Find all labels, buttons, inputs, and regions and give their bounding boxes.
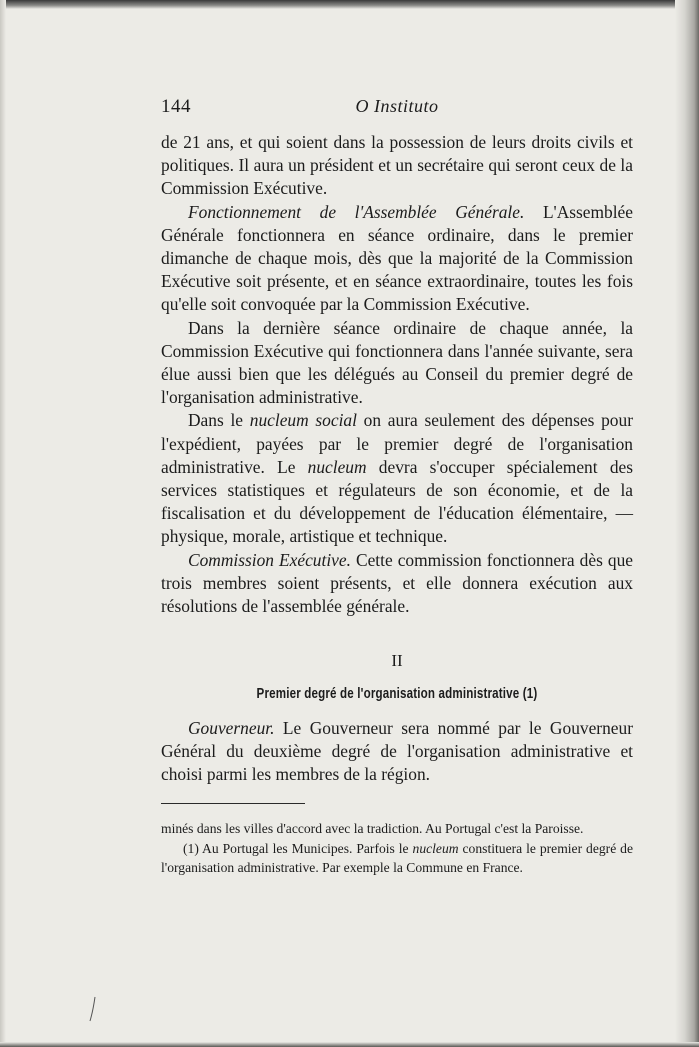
running-title: O Instituto bbox=[355, 96, 439, 116]
body-text-part1 bbox=[161, 131, 633, 618]
paragraph-assembly-operation: Fonctionnement de l'Assemblée Générale. L'Assemblée Générale fonctionnera en séance ordinaire, dans le premier dimanche de chaque mois, dès que la majorité de la Commission Exécutive soit présente, et en séance extraordinaire, toutes les fois qu'elle soit convoquée par la Commission Exécutive. bbox=[161, 201, 633, 315]
section-heading: Premier degré de l'organisation administrative (1) bbox=[256, 686, 538, 702]
footnote-rule bbox=[161, 803, 305, 804]
page-edge-top bbox=[0, 0, 699, 9]
footnotes bbox=[161, 819, 633, 878]
footnote-1: (1) Au Portugal les Municipes. Parfois le nucleum constituera le premier degré de l'organisation administrative. Par exemple la Commune en France. bbox=[161, 840, 633, 875]
page-edge-left bbox=[0, 0, 6, 1047]
paragraph-heading: Fonctionnement de l'Assemblée Générale. bbox=[188, 201, 525, 222]
page-number: 144 bbox=[161, 96, 191, 117]
paragraph-executive-commission: Commission Exécutive. Cette commission fonctionnera dès que trois membres soient présents, et elle donnera exécution aux résolutions de l'assemblée générale. bbox=[161, 549, 633, 617]
running-head bbox=[161, 96, 633, 122]
paragraph-heading: Commission Exécutive. bbox=[188, 549, 351, 570]
paragraph-annual-election: Dans la dernière séance ordinaire de chaque année, la Commission Exécutive qui fonctionnera dans l'année suivante, sera élue aussi bien que les délégués au Conseil du premier degré de l'organisation administrative. bbox=[161, 317, 633, 408]
paragraph-nucleum-expenses: Dans le nucleum social on aura seulement des dépenses pour l'expédient, payées par le premier degré de l'organisation administrative. Le nucleum devra s'occuper spécialement des services statistiques et régulateurs de son économie, et de la fiscalisation et du développement de l'éducation élémentaire, — physique, morale, artistique et technique. bbox=[161, 410, 633, 547]
paragraph-governor: Gouverneur. Le Gouverneur sera nommé par le Gouverneur Général du deuxième degré de l'organisation administrative et choisi parmi les membres de la région. bbox=[161, 718, 633, 785]
footnote-continued: minés dans les villes d'accord avec la tradiction. Au Portugal c'est la Paroisse. bbox=[161, 821, 584, 836]
pencil-mark-icon bbox=[88, 996, 98, 1022]
paragraph-eligibility: de 21 ans, et qui soient dans la possession de leurs droits civils et politiques. Il aura un président et un secrétaire qui seront ceux de la Commission Exécutive. bbox=[161, 132, 633, 199]
body-text-part2 bbox=[161, 717, 633, 787]
paragraph-heading: Gouverneur. bbox=[188, 718, 275, 738]
section-numeral: II bbox=[391, 651, 403, 670]
page-edge-bottom bbox=[0, 1042, 699, 1047]
page-edge-right bbox=[675, 0, 699, 1047]
